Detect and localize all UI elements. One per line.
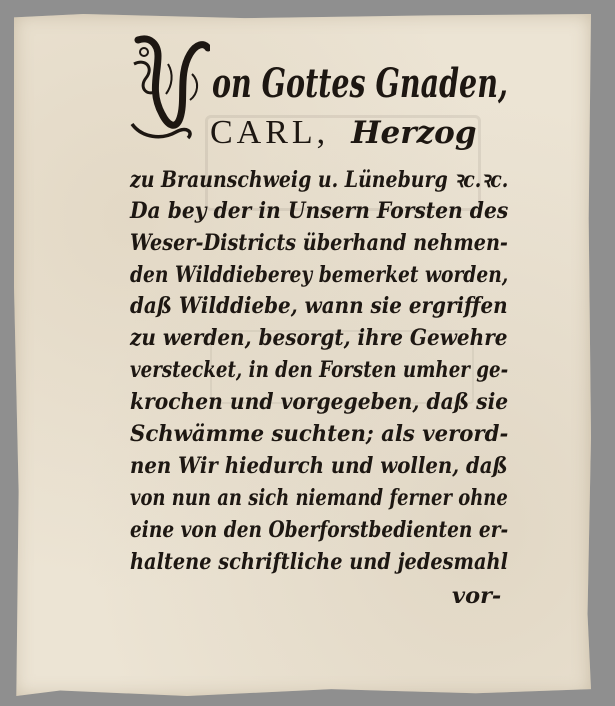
- title-herzog: Herzog: [351, 115, 477, 151]
- text-line: eine von den Oberforstbedienten er-: [130, 517, 509, 543]
- text-line: haltene schriftliche und jedesmahl: [130, 549, 508, 575]
- heading-line: on Gottes Gnaden,: [212, 60, 508, 107]
- text-line: verstecket, in den Forsten umher ge-: [130, 357, 509, 383]
- text-line: daß Wilddiebe, wann sie ergriffen: [130, 293, 508, 319]
- duke-name-line: [210, 114, 477, 152]
- text-line: zu Braunschweig u. Lüneburg ꝛc.ꝛc.: [130, 167, 509, 193]
- text-line: den Wilddieberey bemerket worden,: [130, 262, 509, 288]
- text-line: Weser-Districts überhand nehmen-: [130, 230, 508, 256]
- decorated-initial-v: [128, 34, 210, 142]
- text-line: Schwämme suchten; als verord-: [130, 421, 509, 447]
- text-line: krochen und vorgegeben, daß sie: [130, 389, 509, 415]
- text-line: nen Wir hiedurch und wollen, daß: [130, 453, 508, 479]
- catchword: vor-: [452, 583, 502, 609]
- duke-name: CARL,: [210, 114, 330, 151]
- text-line: Da bey der in Unsern Forsten des: [130, 198, 509, 224]
- text-line: zu werden, besorgt, ihre Gewehre: [130, 325, 508, 351]
- text-line: von nun an sich niemand ferner ohne: [130, 485, 508, 511]
